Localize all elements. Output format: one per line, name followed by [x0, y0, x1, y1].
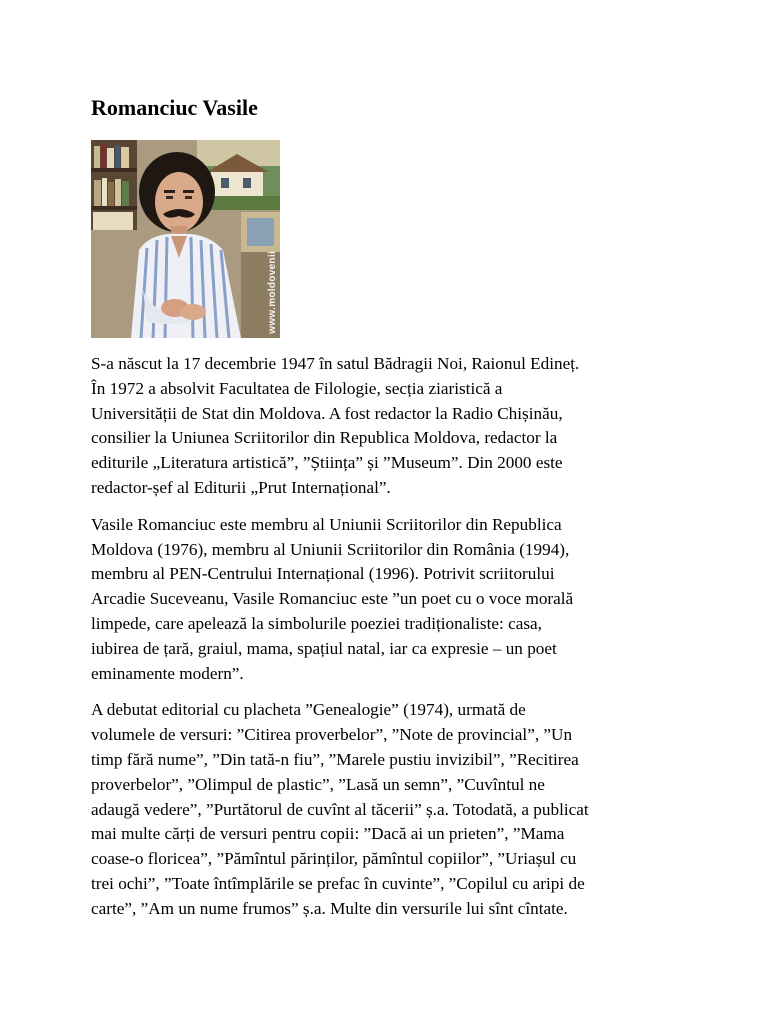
- text-line: Arcadie Suceveanu, Vasile Romanciuc este ”un poet cu o voce morală: [91, 589, 574, 609]
- author-portrait-image: [91, 140, 280, 338]
- text-line: A debutat editorial cu placheta ”Genealogie” (1974), urmată de: [91, 700, 526, 720]
- text-line: proverbelor”, ”Olimpul de plastic”, ”Lasă un semn”, ”Cuvîntul ne: [91, 774, 545, 794]
- text-line: trei ochi”, ”Toate întîmplările se prefac în cuvinte”, ”Copilul cu aripi de: [91, 873, 585, 893]
- text-line: consilier la Uniunea Scriitorilor din Republica Moldova, redactor la: [91, 428, 558, 448]
- text-line: carte”, ”Am un nume frumos” ș.a. Multe din versurile lui sînt cîntate.: [91, 898, 568, 918]
- paragraph: [91, 698, 691, 921]
- text-line: timp fără nume”, ”Din tată-n fiu”, ”Marele pustiu invizibil”, ”Recitirea: [91, 749, 579, 769]
- text-line: În 1972 a absolvit Facultatea de Filologie, secția ziaristică a: [91, 378, 503, 398]
- text-line: coase-o floricea”, ”Pămîntul părinților, pămîntul copiilor”, ”Uriașul cu: [91, 849, 577, 869]
- text-line: redactor-șef al Editurii „Prut Internațional”.: [91, 477, 391, 497]
- text-line: S-a născut la 17 decembrie 1947 în satul Bădragii Noi, Raionul Edineț.: [91, 354, 580, 373]
- text-line: eminamente modern”.: [91, 663, 244, 683]
- text-line: limpede, care apelează la simbolurile poeziei tradiționaliste: casa,: [91, 613, 542, 633]
- text-line: mai multe cărți de versuri pentru copii: ”Dacă ai un prieten”, ”Mama: [91, 824, 565, 844]
- text-line: Universității de Stat din Moldova. A fost redactor la Radio Chișinău,: [91, 403, 563, 423]
- text-line: volumele de versuri: ”Citirea proverbelor”, ”Note de provincial”, ”Un: [91, 725, 573, 745]
- text-line: membru al PEN-Centrului Internațional (1996). Potrivit scriitorului: [91, 564, 555, 584]
- text-line: editurile „Literatura artistică”, ”Știința” și ”Museum”. Din 2000 este: [91, 453, 563, 473]
- biography-text: [91, 352, 691, 934]
- text-line: Moldova (1976), membru al Uniunii Scriitorilor din România (1994),: [91, 539, 570, 559]
- paragraph: [91, 352, 691, 501]
- page-title: Romanciuc Vasile: [91, 95, 258, 120]
- text-line: adaugă vedere”, ”Purtătorul de cuvînt al tăcerii” ș.a. Totodată, a publicat: [91, 799, 589, 819]
- photo-watermark: www.moldovenii: [267, 251, 278, 334]
- author-portrait-photo: [91, 140, 280, 338]
- paragraph: [91, 513, 691, 687]
- text-line: Vasile Romanciuc este membru al Uniunii Scriitorilor din Republica: [91, 514, 562, 534]
- text-line: iubirea de țară, graiul, mama, spațiul natal, iar ca expresie – un poet: [91, 638, 557, 658]
